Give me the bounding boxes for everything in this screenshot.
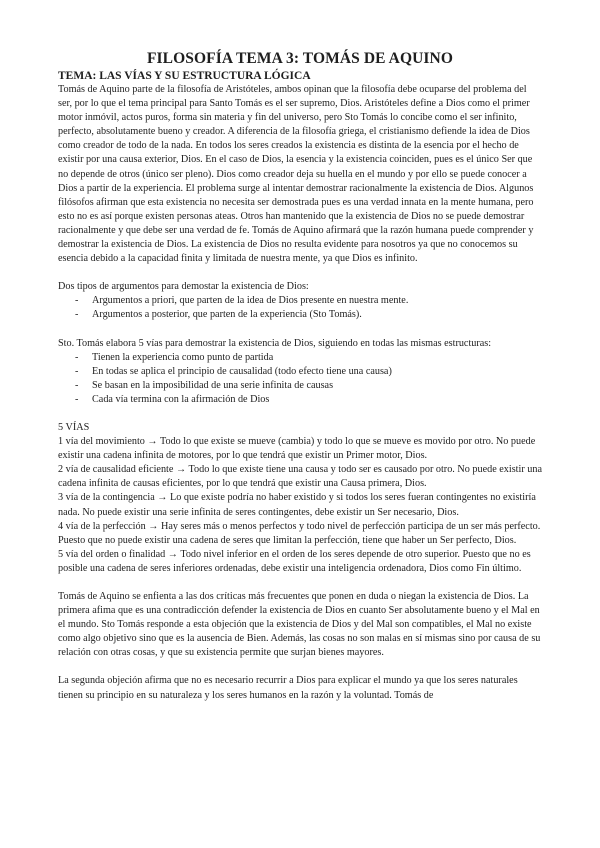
arguments-intro: Dos tipos de argumentos para demostar la existencia de Dios: [58,281,309,293]
document-subtitle: TEMA: LAS VÍAS Y SU ESTRUCTURA LÓGICA [58,70,311,82]
spacer [58,576,542,590]
intro-paragraph: Tomás de Aquino parte de la filosofía de Aristóteles, ambos opinan que la filosofía debe ocuparse del problema del ser, por lo que el tema principal para Santo Tomás es el ser supremo, Dios. Aristóteles define a Dios como el primer motor inmóvil, actos puros, forma sin materia y fin del universo, pero Sto Tomás lo concibe como el ser infinito, perfecto, absolutamente bueno y creador. A diferencia de la filosofía griega, el cristianismo defiende la idea de Dios como creador de todo de la nada. En todos los seres creados la existencia es distinta de la esencia por el hecho de existir por una causa exterior, Dios. En el caso de Dios, la esencia y la existencia coinciden, pues es el único Ser que no depende de otros (único ser pleno). Dios como creador deja su huella en el mundo y por ello se puede conocer a Dios a partir de la experiencia. El problema surge al intentar demostrar racionalmente la existencia de Dios. Algunos filósofos afirman que esta existencia no necesita ser demostrada pues es una verdad innata en la mente humana, pero esto no es así porque existen personas ateas. Otros han mantenido que la existencia de Dios no se puede demostrar racionalmente y que debe ser una verdad de fe. Tomás de Aquino afirmará que la razón humana puede comprender y demostrar la existencia de Dios. La existencia de Dios no resulta evidente para nosotros ya que no conocemos su esencia debido a la capacidad finita y limitada de nuestra mente, ya que Dios es infinito. [58,84,534,265]
via-5: 5 vía del orden o finalidad → Todo nivel inferior en el orden de los seres depende de otro superior. Puesto que no es posible una cadena de seres inferiores ordenadas, debe existir una inteligencia ordenadora, Dios como Fin último. [58,548,531,574]
document-title: FILOSOFÍA TEMA 3: TOMÁS DE AQUINO [146,50,454,67]
list-item: - Se basan en la imposibilidad de una serie infinita de causas [58,379,542,393]
spacer [58,266,542,280]
structure-list [58,351,542,407]
list-item: - Tienen la experiencia como punto de partida [58,351,542,365]
critics-paragraph: Tomás de Aquino se enfienta a las dos críticas más frecuentes que ponen en duda o niegan la existencia de Dios. La primera afima que es una contradicción defender la existencia de Dios en cuanto Ser absolutamente bueno y el Mal en el mundo. Sto Tomás responde a esta objeción que la existencia de Dios y del Mal son compatibles, el Mal no existe como algo objetivo sino que es la ausencia de Bien. Además, las cosas no son malas en sí mismas sino por causa de su relación con otras cosas, y que su existencia permite que surjan bienes mayores. [58,591,541,659]
spacer [58,407,542,421]
list-item: - Cada vía termina con la afirmación de Dios [58,393,542,407]
list-item: - Argumentos a priori, que parten de la idea de Dios presente en nuestra mente. [58,294,542,308]
via-4: 4 vía de la perfección → Hay seres más o menos perfectos y todo nivel de perfección participa de un ser más perfecto. Puesto que no puede existir una cadena de seres que limitan la perfección, tiene que haber un Ser perfecto, Dios. [58,520,541,546]
arguments-list [58,294,542,322]
list-item: - Argumentos a posterior, que parten de la experiencia (Sto Tomás). [58,308,542,322]
spacer [58,660,542,674]
list-item: - En todas se aplica el principio de causalidad (todo efecto tiene una causa) [58,365,542,379]
via-3: 3 vía de la contingencia → Lo que existe podría no haber existido y si todos los seres fueran contingentes no existiría nada. No puede existir una serie infinita de seres contingentes, debe existir un Ser necesario, Dios. [58,492,536,518]
spacer [58,323,542,337]
via-1: 1 vía del movimiento → Todo lo que existe se mueve (cambia) y todo lo que se mueve es movido por otro. No puede existir una cadena infinita de motores, por lo que tendrá que existir un Primer motor, Dios. [58,436,536,462]
structure-intro: Sto. Tomás elabora 5 vías para demostrar la existencia de Dios, siguiendo en todas las mismas estructuras: [58,337,492,349]
vias-heading: 5 VÍAS [58,421,90,433]
second-objection-paragraph: La segunda objeción afirma que no es necesario recurrir a Dios para explicar el mundo ya que los seres naturales tienen su principio en su naturaleza y los seres humanos en la razón y la voluntad. Tomás de [58,675,518,701]
via-2: 2 vía de causalidad eficiente → Todo lo que existe tiene una causa y todo ser es causado por otro. No puede existir una cadena infinita de causas eficientes, por lo que tendrá que existir una Causa primera, Dios. [58,464,542,490]
